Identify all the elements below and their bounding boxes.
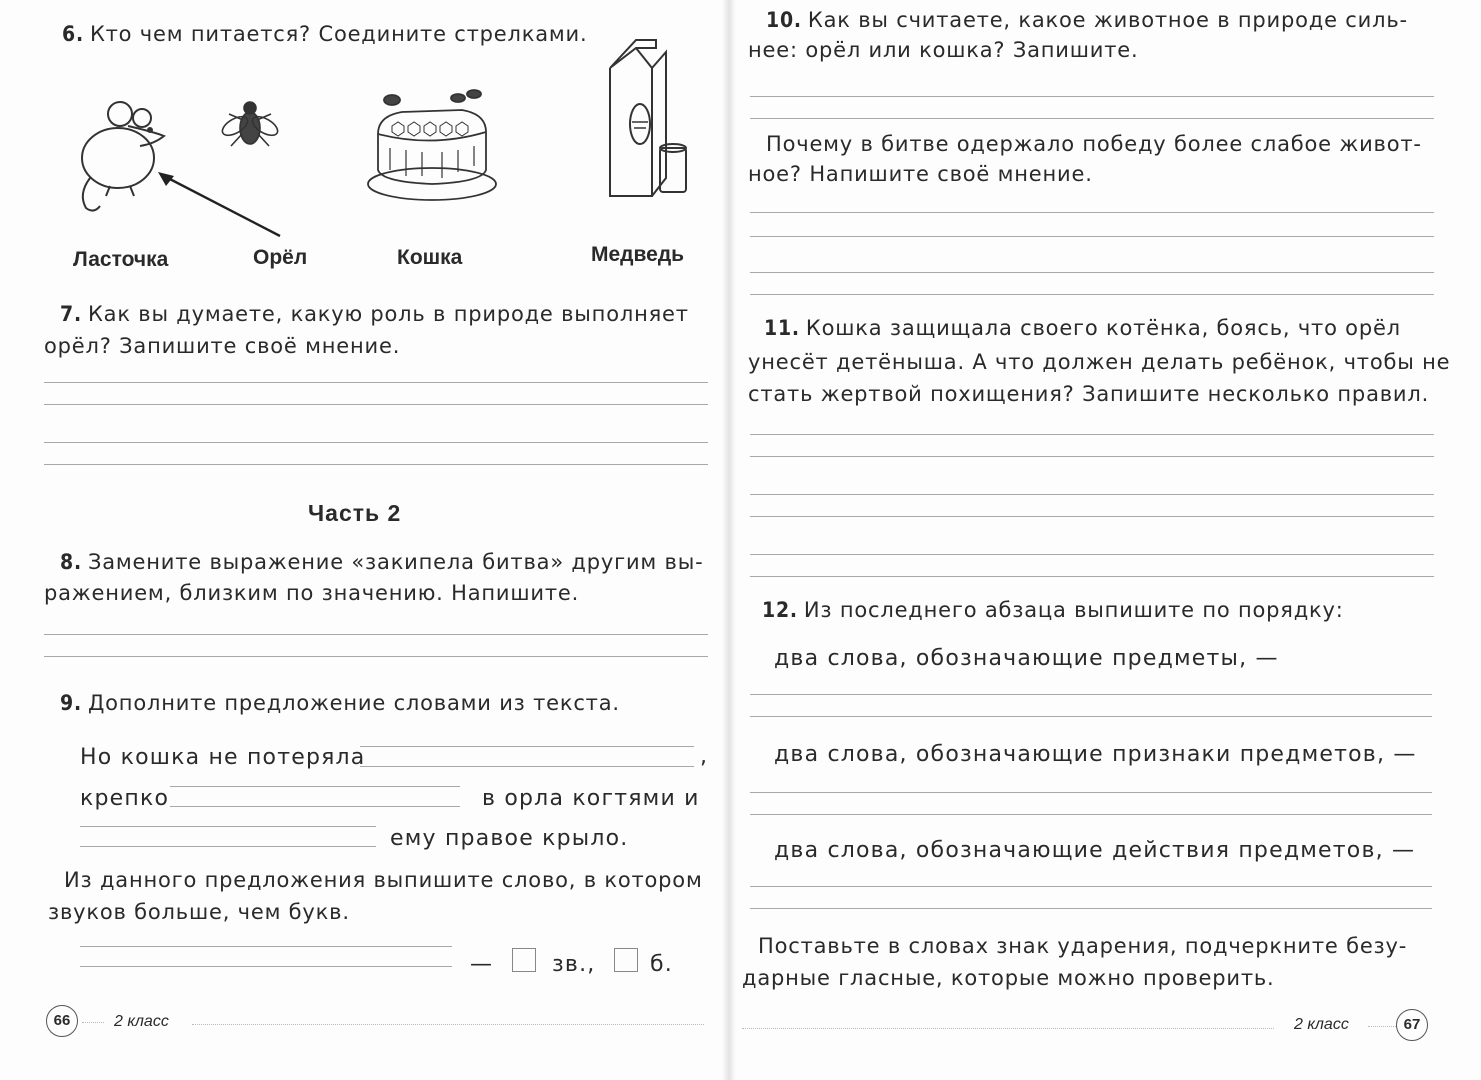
answer-arrow — [150, 168, 290, 242]
fill-sentence-comma: , — [700, 744, 709, 769]
answer-line[interactable] — [750, 212, 1434, 213]
answer-line[interactable] — [750, 494, 1434, 495]
answer-line[interactable] — [44, 382, 708, 383]
answer-line[interactable] — [44, 656, 708, 657]
footer-grade: 2 класс — [1294, 1016, 1349, 1033]
answer-line[interactable] — [750, 516, 1434, 517]
milk-carton-icon — [604, 38, 694, 198]
fill-sentence-part2a: крепко — [80, 786, 170, 811]
answer-line[interactable] — [750, 236, 1434, 237]
final-instruction-line1: Поставьте в словах знак ударения, подчеркните безу- — [758, 934, 1408, 958]
question-11-line3: стать жертвой похищения? Запишите несколько правил. — [748, 382, 1430, 406]
part-heading: Часть 2 — [308, 500, 402, 526]
question-number: 12. — [762, 598, 798, 622]
question-12-item1: два слова, обозначающие предметы, — — [774, 646, 1279, 671]
final-instruction-line2: дарные гласные, которые можно проверить. — [742, 966, 1275, 990]
sounds-count-box[interactable] — [512, 948, 536, 972]
answer-line[interactable] — [44, 442, 708, 443]
answer-line[interactable] — [44, 634, 708, 635]
footer-grade: 2 класс — [114, 1013, 169, 1030]
answer-line[interactable] — [750, 576, 1434, 577]
fill-blank[interactable] — [170, 806, 460, 807]
question-12-item2: два слова, обозначающие признаки предметов, — — [774, 742, 1417, 767]
question-number: 10. — [766, 8, 802, 32]
letters-count-box[interactable] — [614, 948, 638, 972]
fill-blank[interactable] — [360, 746, 694, 747]
fill-sentence-part1: Но кошка не потеряла — [80, 745, 366, 770]
answer-line[interactable] — [750, 792, 1432, 793]
question-7 — [60, 302, 689, 326]
question-text: Замените выражение «закипела битва» другим вы- — [87, 550, 704, 574]
page-number-badge: 67 — [1396, 1009, 1428, 1041]
question-10-sub-line1: Почему в битве одержало победу более слабое живот- — [766, 132, 1422, 156]
question-11 — [764, 316, 1401, 340]
answer-line[interactable] — [44, 404, 708, 405]
question-12 — [762, 598, 1344, 622]
fill-blank[interactable] — [170, 786, 460, 787]
question-text: Как вы думаете, какую роль в природе выполняет — [87, 302, 689, 326]
answer-line[interactable] — [750, 554, 1434, 555]
answer-line[interactable] — [750, 294, 1434, 295]
footer-dots — [192, 1024, 704, 1025]
fill-sentence-part3: ему правое крыло. — [390, 826, 629, 851]
question-text: Из последнего абзаца выпишите по порядку: — [803, 598, 1344, 622]
question-number: 9. — [60, 691, 82, 715]
right-page — [728, 0, 1481, 1080]
answer-line[interactable] — [80, 946, 452, 947]
question-9-task-line1: Из данного предложения выпишите слово, в котором — [64, 868, 703, 892]
question-8-line2: ражением, близким по значению. Напишите. — [44, 581, 580, 605]
animal-label-bear: Медведь — [591, 243, 685, 266]
question-11-line2: унесёт детёныша. А что должен делать ребёнок, чтобы не — [748, 350, 1451, 374]
question-7-line2: орёл? Запишите своё мнение. — [44, 334, 401, 358]
question-10 — [766, 8, 1408, 32]
dash: — — [470, 952, 494, 977]
question-9-task-line2: звуков больше, чем букв. — [48, 900, 350, 924]
fill-blank[interactable] — [360, 766, 694, 767]
answer-line[interactable] — [750, 716, 1432, 717]
page-number-badge: 66 — [46, 1005, 78, 1037]
question-number: 7. — [60, 302, 82, 326]
answer-line[interactable] — [750, 814, 1432, 815]
animal-label-eagle: Орёл — [253, 246, 308, 269]
animal-label-cat: Кошка — [397, 246, 463, 269]
left-page — [0, 0, 728, 1080]
question-6 — [62, 22, 587, 46]
question-9 — [60, 691, 620, 715]
question-text: Кошка защищала своего котёнка, боясь, что орёл — [805, 316, 1401, 340]
honeycomb-icon — [362, 86, 502, 204]
footer-dots — [742, 1028, 1274, 1029]
answer-line[interactable] — [750, 886, 1432, 887]
question-number: 6. — [62, 22, 84, 46]
question-12-item3: два слова, обозначающие действия предметов, — — [774, 838, 1416, 863]
fly-icon — [215, 94, 285, 158]
answer-line[interactable] — [750, 434, 1434, 435]
answer-line[interactable] — [750, 908, 1432, 909]
question-text: Кто чем питается? Соедините стрелками. — [89, 22, 588, 46]
answer-line[interactable] — [750, 118, 1434, 119]
fill-sentence-part2b: в орла когтями и — [482, 786, 700, 811]
answer-line[interactable] — [80, 966, 452, 967]
question-8 — [60, 550, 703, 574]
question-10-line2: нее: орёл или кошка? Запишите. — [748, 38, 1139, 62]
answer-line[interactable] — [750, 96, 1434, 97]
footer-dots — [82, 1022, 104, 1023]
question-number: 11. — [764, 316, 800, 340]
answer-line[interactable] — [750, 272, 1434, 273]
question-text: Как вы считаете, какое животное в природе силь- — [807, 8, 1408, 32]
question-text: Дополните предложение словами из текста. — [87, 691, 620, 715]
question-number: 8. — [60, 550, 82, 574]
fill-blank[interactable] — [80, 846, 376, 847]
answer-line[interactable] — [750, 456, 1434, 457]
sounds-abbr: зв., — [552, 952, 596, 977]
fill-blank[interactable] — [80, 826, 376, 827]
footer-dots — [1368, 1026, 1396, 1027]
animal-label-swallow: Ласточка — [73, 248, 169, 271]
answer-line[interactable] — [750, 694, 1432, 695]
answer-line[interactable] — [44, 464, 708, 465]
question-10-sub-line2: ное? Напишите своё мнение. — [748, 162, 1093, 186]
letters-abbr: б. — [650, 952, 673, 977]
